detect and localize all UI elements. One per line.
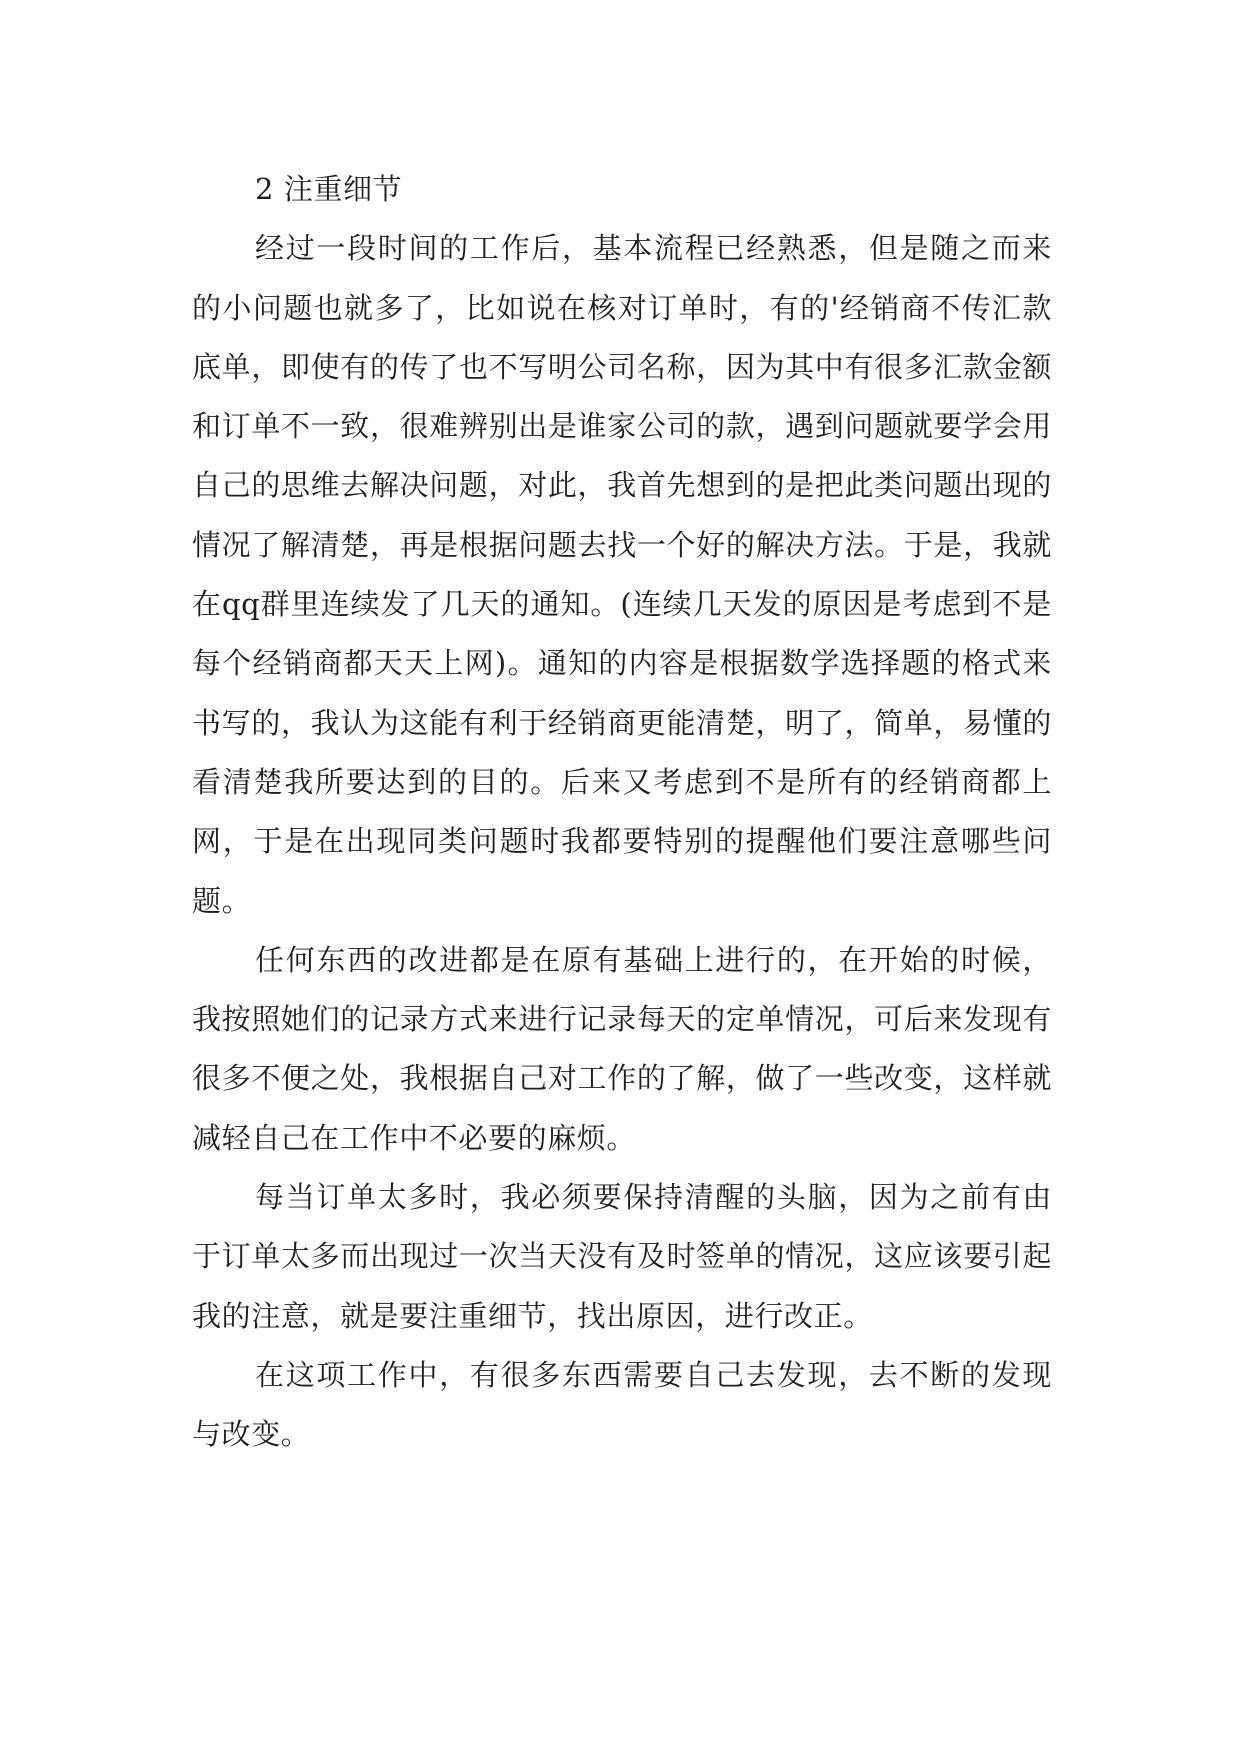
paragraph-3: 每当订单太多时，我必须要保持清醒的头脑，因为之前有由于订单太多而出现过一次当天没有及时签单的情况，这应该要引起我的注意，就是要注重细节，找出原因，进行改正。 bbox=[192, 1180, 1052, 1333]
paragraph-2: 任何东西的改进都是在原有基础上进行的，在开始的时候，我按照她们的记录方式来进行记录每天的定单情况，可后来发现有很多不便之处，我根据自己对工作的了解，做了一些改变，这样就减轻自己在工作中不必要的麻烦。 bbox=[192, 942, 1052, 1155]
document-body bbox=[192, 160, 1052, 1465]
paragraph-1: 经过一段时间的工作后，基本流程已经熟悉，但是随之而来的小问题也就多了，比如说在核对订单时，有的'经销商不传汇款底单，即使有的传了也不写明公司名称，因为其中有很多汇款金额和订单不一致，很难辨别出是谁家公司的款，遇到问题就要学会用自己的思维去解决问题，对此，我首先想到的是把此类问题出现的情况了解清楚，再是根据问题去找一个好的解决方法。于是，我就在qq群里连续发了几天的通知。(连续几天发的原因是考虑到不是每个经销商都天天上网)。通知的内容是根据数学选择题的格式来书写的，我认为这能有利于经销商更能清楚，明了，简单，易懂的看清楚我所要达到的目的。后来又考虑到不是所有的经销商都上网，于是在出现同类问题时我都要特别的提醒他们要注意哪些问题。 bbox=[192, 231, 1052, 918]
paragraph-4: 在这项工作中，有很多东西需要自己去发现，去不断的发现与改变。 bbox=[192, 1357, 1052, 1452]
section-heading: 2 注重细节 bbox=[255, 172, 403, 206]
